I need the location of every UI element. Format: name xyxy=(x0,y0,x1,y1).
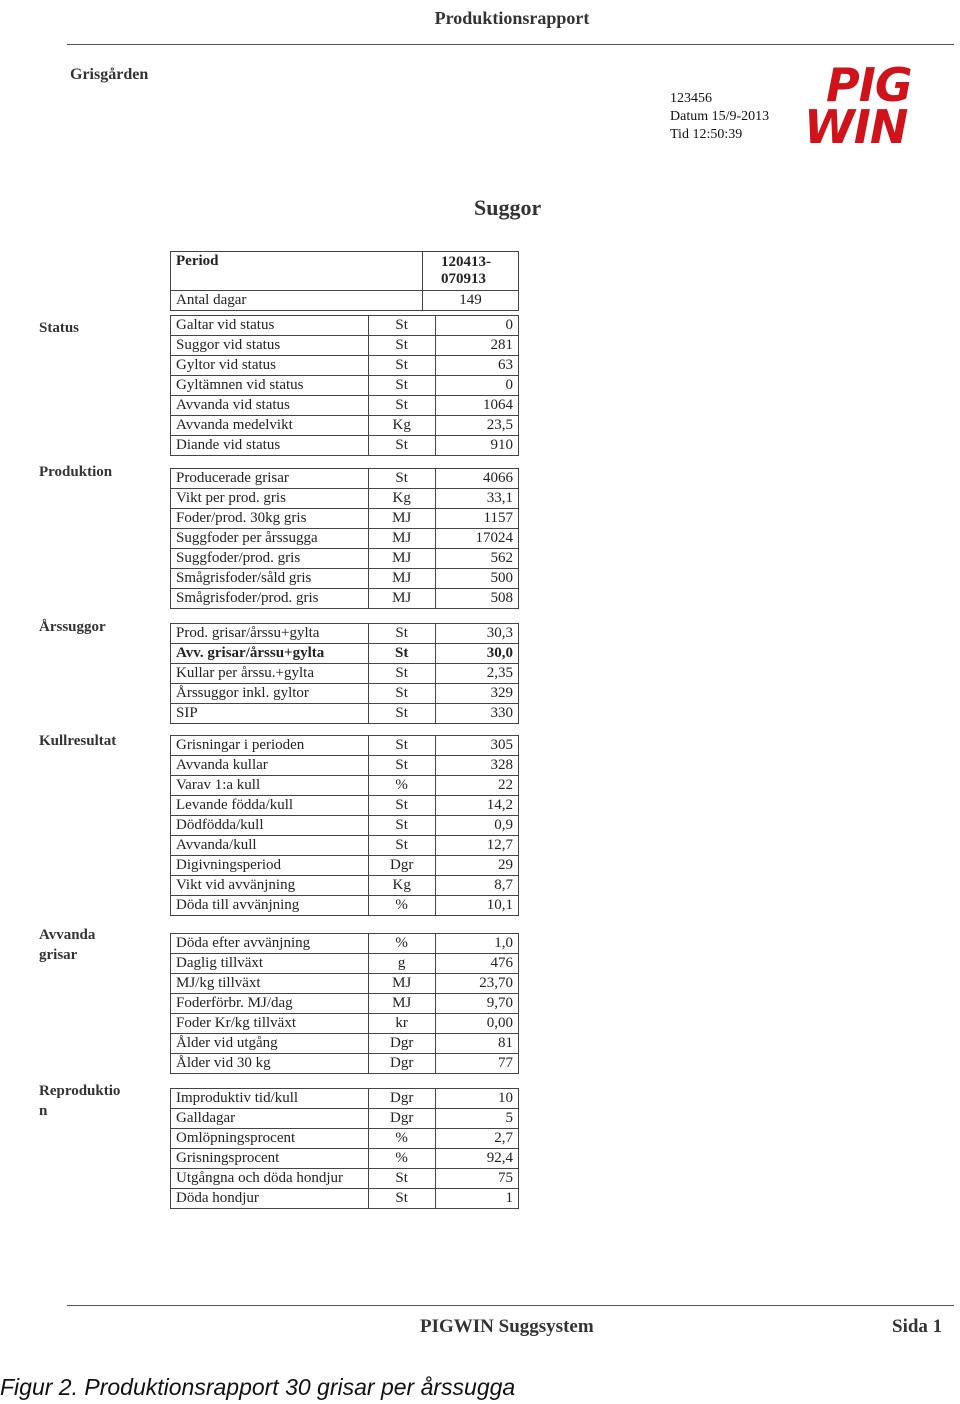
row-value: 2,7 xyxy=(435,1129,518,1149)
row-value: 75 xyxy=(435,1169,518,1189)
row-unit: Dgr xyxy=(368,856,435,876)
footer-divider xyxy=(67,1305,954,1306)
row-unit: St xyxy=(368,836,435,856)
table-row xyxy=(171,876,519,896)
section-label: Avvanda grisar xyxy=(39,927,96,963)
section-label: Årssuggor xyxy=(39,619,106,635)
report-time: Tid 12:50:39 xyxy=(670,127,743,142)
row-value: 10 xyxy=(435,1089,518,1109)
row-unit: kr xyxy=(368,1014,435,1034)
period-table xyxy=(170,251,519,311)
row-unit: St xyxy=(368,756,435,776)
row-unit: St xyxy=(368,469,435,489)
row-label: Suggfoder/prod. gris xyxy=(171,549,369,569)
row-value: 92,4 xyxy=(435,1149,518,1169)
row-label: Avvanda/kull xyxy=(171,836,369,856)
row-unit: St xyxy=(368,1169,435,1189)
section-table xyxy=(170,735,519,916)
table-row xyxy=(171,336,519,356)
row-value: 1 xyxy=(435,1189,518,1209)
row-unit: % xyxy=(368,896,435,916)
row-label: Avvanda medelvikt xyxy=(171,416,369,436)
table-row xyxy=(171,934,519,954)
row-unit: St xyxy=(368,644,435,664)
row-value: 23,70 xyxy=(435,974,518,994)
row-label: Varav 1:a kull xyxy=(171,776,369,796)
row-value: 0,9 xyxy=(435,816,518,836)
section-label: Produktion xyxy=(39,464,113,480)
table-row xyxy=(171,469,519,489)
table-row xyxy=(171,836,519,856)
row-label: Ålder vid 30 kg xyxy=(171,1054,369,1074)
row-value: 30,0 xyxy=(435,644,518,664)
row-unit: St xyxy=(368,376,435,396)
row-value: 29 xyxy=(435,856,518,876)
section-table xyxy=(170,315,519,456)
row-value: 22 xyxy=(435,776,518,796)
table-row xyxy=(171,589,519,609)
row-unit: % xyxy=(368,776,435,796)
table-row xyxy=(171,1169,519,1189)
row-label: Levande födda/kull xyxy=(171,796,369,816)
report-subtitle: Suggor xyxy=(474,195,542,220)
row-unit: St xyxy=(368,336,435,356)
row-label: Suggfoder per årssugga xyxy=(171,529,369,549)
row-value: 562 xyxy=(435,549,518,569)
section-table xyxy=(170,933,519,1074)
table-row xyxy=(171,816,519,836)
row-unit: St xyxy=(368,664,435,684)
row-unit: MJ xyxy=(368,549,435,569)
table-row xyxy=(171,776,519,796)
table-row xyxy=(171,356,519,376)
row-unit: St xyxy=(368,736,435,756)
pigwin-logo xyxy=(802,58,948,154)
row-value: 63 xyxy=(435,356,518,376)
row-value: 476 xyxy=(435,954,518,974)
report-date: Datum 15/9-2013 xyxy=(670,109,770,124)
row-unit: St xyxy=(368,704,435,724)
row-value: 1,0 xyxy=(435,934,518,954)
row-value: 0 xyxy=(435,316,518,336)
table-row xyxy=(171,569,519,589)
row-unit: % xyxy=(368,1129,435,1149)
row-value: 1157 xyxy=(435,509,518,529)
section-table xyxy=(170,468,519,609)
table-row xyxy=(171,994,519,1014)
row-unit: St xyxy=(368,316,435,336)
row-label: Prod. grisar/årssu+gylta xyxy=(171,624,369,644)
days-value: 149 xyxy=(423,291,519,311)
table-row xyxy=(171,1089,519,1109)
row-unit: St xyxy=(368,796,435,816)
table-row xyxy=(171,529,519,549)
logo-line-2: WIN xyxy=(804,100,908,154)
table-row xyxy=(171,856,519,876)
row-value: 10,1 xyxy=(435,896,518,916)
row-label: Producerade grisar xyxy=(171,469,369,489)
section-label: Reproduktio n xyxy=(39,1083,121,1119)
row-value: 30,3 xyxy=(435,624,518,644)
table-row xyxy=(171,436,519,456)
row-unit: Dgr xyxy=(368,1054,435,1074)
row-label: Avvanda vid status xyxy=(171,396,369,416)
report-meta xyxy=(670,90,769,144)
table-row xyxy=(171,974,519,994)
row-label: Döda efter avvänjning xyxy=(171,934,369,954)
row-label: Digivningsperiod xyxy=(171,856,369,876)
row-unit: MJ xyxy=(368,994,435,1014)
row-label: Gyltor vid status xyxy=(171,356,369,376)
row-label: Foder/prod. 30kg gris xyxy=(171,509,369,529)
row-value: 77 xyxy=(435,1054,518,1074)
table-row xyxy=(171,1014,519,1034)
period-value xyxy=(423,252,519,291)
row-value: 1064 xyxy=(435,396,518,416)
table-row xyxy=(171,896,519,916)
row-value: 329 xyxy=(435,684,518,704)
row-label: Gyltämnen vid status xyxy=(171,376,369,396)
row-unit: % xyxy=(368,934,435,954)
row-unit: Kg xyxy=(368,489,435,509)
row-label: Utgångna och döda hondjur xyxy=(171,1169,369,1189)
table-row xyxy=(171,396,519,416)
farm-name: Grisgården xyxy=(70,66,149,83)
row-unit: Dgr xyxy=(368,1109,435,1129)
row-value: 17024 xyxy=(435,529,518,549)
section-label: Kullresultat xyxy=(39,733,117,749)
row-label: Årssuggor inkl. gyltor xyxy=(171,684,369,704)
row-label: Suggor vid status xyxy=(171,336,369,356)
footer-system: PIGWIN Suggsystem xyxy=(420,1316,594,1337)
row-label: Galldagar xyxy=(171,1109,369,1129)
row-value: 500 xyxy=(435,569,518,589)
row-label: Grisningsprocent xyxy=(171,1149,369,1169)
table-row xyxy=(171,684,519,704)
row-label: Kullar per årssu.+gylta xyxy=(171,664,369,684)
row-label: Avvanda kullar xyxy=(171,756,369,776)
table-row xyxy=(171,736,519,756)
row-value: 14,2 xyxy=(435,796,518,816)
row-unit: St xyxy=(368,1189,435,1209)
table-row xyxy=(171,1129,519,1149)
row-unit: St xyxy=(368,624,435,644)
table-row xyxy=(171,664,519,684)
table-row xyxy=(171,376,519,396)
header-divider xyxy=(67,44,954,45)
row-label: Grisningar i perioden xyxy=(171,736,369,756)
row-unit: MJ xyxy=(368,529,435,549)
row-label: Foder Kr/kg tillväxt xyxy=(171,1014,369,1034)
row-label: Diande vid status xyxy=(171,436,369,456)
row-label: MJ/kg tillväxt xyxy=(171,974,369,994)
table-row xyxy=(171,416,519,436)
table-row xyxy=(171,756,519,776)
days-label: Antal dagar xyxy=(171,291,423,311)
table-row xyxy=(171,1054,519,1074)
row-value: 81 xyxy=(435,1034,518,1054)
table-row xyxy=(171,489,519,509)
table-row xyxy=(171,1034,519,1054)
report-title: Produktionsrapport xyxy=(434,8,590,28)
row-value: 305 xyxy=(435,736,518,756)
table-row xyxy=(171,644,519,664)
footer-page-number: Sida 1 xyxy=(892,1316,943,1337)
table-row xyxy=(171,796,519,816)
row-unit: St xyxy=(368,816,435,836)
row-unit: St xyxy=(368,356,435,376)
report-id: 123456 xyxy=(670,91,712,106)
row-unit: MJ xyxy=(368,569,435,589)
row-label: Omlöpningsprocent xyxy=(171,1129,369,1149)
table-row xyxy=(171,549,519,569)
row-unit: St xyxy=(368,436,435,456)
figure-caption: Figur 2. Produktionsrapport 30 grisar per årssugga xyxy=(0,1374,516,1400)
row-label: Improduktiv tid/kull xyxy=(171,1089,369,1109)
row-label: Ålder vid utgång xyxy=(171,1034,369,1054)
row-label: Smågrisfoder/såld gris xyxy=(171,569,369,589)
row-unit: St xyxy=(368,396,435,416)
table-row xyxy=(171,954,519,974)
row-unit: MJ xyxy=(368,974,435,994)
table-row xyxy=(171,624,519,644)
row-label: Smågrisfoder/prod. gris xyxy=(171,589,369,609)
row-label: Vikt per prod. gris xyxy=(171,489,369,509)
table-row xyxy=(171,704,519,724)
row-value: 23,5 xyxy=(435,416,518,436)
row-label: Döda hondjur xyxy=(171,1189,369,1209)
row-unit: MJ xyxy=(368,509,435,529)
row-value: 5 xyxy=(435,1109,518,1129)
row-unit: Dgr xyxy=(368,1034,435,1054)
row-value: 910 xyxy=(435,436,518,456)
row-label: Galtar vid status xyxy=(171,316,369,336)
period-label: Period xyxy=(171,252,423,291)
row-label: Dödfödda/kull xyxy=(171,816,369,836)
period-value-start: 120413- xyxy=(441,254,491,270)
row-unit: % xyxy=(368,1149,435,1169)
row-unit: g xyxy=(368,954,435,974)
row-label: Foderförbr. MJ/dag xyxy=(171,994,369,1014)
row-unit: Dgr xyxy=(368,1089,435,1109)
row-unit: Kg xyxy=(368,876,435,896)
row-unit: MJ xyxy=(368,589,435,609)
row-label: SIP xyxy=(171,704,369,724)
table-row xyxy=(171,509,519,529)
table-row xyxy=(171,1189,519,1209)
row-label: Avv. grisar/årssu+gylta xyxy=(171,644,369,664)
section-table xyxy=(170,1088,519,1209)
row-value: 281 xyxy=(435,336,518,356)
row-value: 0,00 xyxy=(435,1014,518,1034)
row-unit: St xyxy=(368,684,435,704)
row-value: 4066 xyxy=(435,469,518,489)
row-value: 2,35 xyxy=(435,664,518,684)
row-label: Daglig tillväxt xyxy=(171,954,369,974)
period-value-end: 070913 xyxy=(441,271,486,287)
row-value: 9,70 xyxy=(435,994,518,1014)
table-row xyxy=(171,1149,519,1169)
table-row xyxy=(171,316,519,336)
row-label: Döda till avvänjning xyxy=(171,896,369,916)
logo-line-1: PIG xyxy=(826,58,912,112)
section-label: Status xyxy=(39,320,80,336)
row-value: 12,7 xyxy=(435,836,518,856)
row-value: 330 xyxy=(435,704,518,724)
table-row xyxy=(171,1109,519,1129)
row-unit: Kg xyxy=(368,416,435,436)
row-value: 33,1 xyxy=(435,489,518,509)
row-label: Vikt vid avvänjning xyxy=(171,876,369,896)
row-value: 328 xyxy=(435,756,518,776)
row-value: 8,7 xyxy=(435,876,518,896)
row-value: 508 xyxy=(435,589,518,609)
section-table xyxy=(170,623,519,724)
row-value: 0 xyxy=(435,376,518,396)
